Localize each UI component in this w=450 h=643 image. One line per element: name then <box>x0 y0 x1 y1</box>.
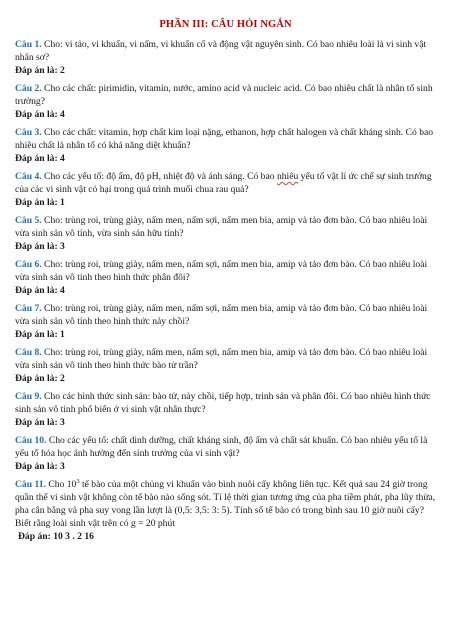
question-5-number: Câu 5. <box>15 215 42 226</box>
question-8-text <box>15 346 436 372</box>
question-5-text <box>15 214 436 240</box>
question-3-body: Cho các chất: vitamin, hợp chất kim loại nặng, ethanon, hợp chất halogen và chất kháng sinh. Có bao nhiêu chất là nhân tố có khả năng diệt khuẩn? <box>15 127 434 151</box>
question-9-text <box>15 390 436 416</box>
question-11-answer <box>15 530 436 543</box>
answer-prefix: Đáp án là: <box>15 153 61 164</box>
question-8-answer-value: 2 <box>60 373 65 384</box>
question-5-answer-value: 3 <box>60 241 65 252</box>
question-6-body: Cho: trùng roi, trùng giày, nấm men, nấm sợi, nấm men bia, amip và tảo đơn bào. Có bao nhiêu loài vừa sinh sản vô tính theo hình thức phân đôi? <box>15 259 428 283</box>
question-3 <box>15 126 436 165</box>
question-9-answer-value: 3 <box>60 417 65 428</box>
question-1-number: Câu 1. <box>15 39 42 50</box>
answer-prefix: Đáp án là: <box>15 197 61 208</box>
question-2-body: Cho các chất: pirimidin, vitamin, nước, amino acid và nucleic acid. Có bao nhiêu chất là nhân tố sinh trưởng? <box>15 83 433 107</box>
question-7-body: Cho: trùng roi, trùng giày, nấm men, nấm sợi, nấm men bia, amip và tảo đơn bào. Có bao nhiêu loài vừa sinh sản vô tính theo hình thức nảy chồi? <box>15 303 428 327</box>
question-9-number: Câu 9. <box>15 391 42 402</box>
question-11-answer-label: Đáp án: <box>18 531 54 542</box>
question-2-text <box>15 82 436 108</box>
question-7-answer-value: 1 <box>60 329 65 340</box>
question-3-answer-value: 4 <box>60 153 65 164</box>
question-10-text <box>15 434 436 460</box>
question-9-answer <box>15 416 436 429</box>
question-3-text <box>15 126 436 152</box>
answer-prefix: Đáp án là: <box>15 417 61 428</box>
question-11-answer-value: 10 3 . 2 16 <box>53 531 94 542</box>
answer-prefix: Đáp án là: <box>15 329 61 340</box>
question-2 <box>15 82 436 121</box>
question-11-body-start: Cho 10 <box>45 479 77 490</box>
exponent: 3 <box>76 477 80 485</box>
section-title: PHẦN III: CÂU HỎI NGẮN <box>159 19 292 30</box>
question-11-body-end: tế bào của một chủng vi khuẩn vào bình nuôi cấy không liên tục. Kết quả sau 24 giờ trong quần thể vi sinh vật không còn tế bào nào sống sót. Tỉ lệ thời gian tương ứng của pha tiềm phát, pha lũy thừa, pha cân bằng và pha suy vong lần lượt là (0,5: 3,5: 3: 5). Tính số tế bào có trong bình sau 10 giờ nuôi cấy? Biết rằng loài sinh vật trên có g = 20 phút <box>15 479 436 529</box>
question-9 <box>15 390 436 429</box>
question-6 <box>15 258 436 297</box>
answer-prefix: Đáp án là: <box>15 241 61 252</box>
question-7-number: Câu 7. <box>15 303 42 314</box>
question-8-number: Câu 8. <box>15 347 42 358</box>
answer-prefix: Đáp án là: <box>15 109 61 120</box>
question-4-answer-value: 1 <box>60 197 65 208</box>
question-8 <box>15 346 436 385</box>
question-10 <box>15 434 436 473</box>
question-6-answer <box>15 284 436 297</box>
question-2-answer <box>15 108 436 121</box>
question-3-answer <box>15 152 436 165</box>
question-3-number: Câu 3. <box>15 127 42 138</box>
question-4-text <box>15 170 436 196</box>
question-11 <box>15 478 436 543</box>
question-4-answer <box>15 196 436 209</box>
question-7-text <box>15 302 436 328</box>
question-10-body: Cho các yếu tố: chất dinh dưỡng, chất kháng sinh, độ ẩm và chất sát khuẩn. Có bao nhiêu yếu tố là yếu tố hóa học ảnh hưởng đến sinh trưởng của vi sinh vật? <box>15 435 428 459</box>
question-5 <box>15 214 436 253</box>
spellcheck-underlined-word: nhiêu <box>276 171 299 182</box>
question-11-text <box>15 478 436 530</box>
question-8-answer <box>15 372 436 385</box>
question-10-number: Câu 10. <box>15 435 47 446</box>
question-2-number: Câu 2. <box>15 83 42 94</box>
question-5-answer <box>15 240 436 253</box>
answer-prefix: Đáp án là: <box>15 461 61 472</box>
question-2-answer-value: 4 <box>60 109 65 120</box>
question-1-text <box>15 38 436 64</box>
question-10-answer-value: 3 <box>60 461 65 472</box>
question-6-answer-value: 4 <box>60 285 65 296</box>
question-5-body: Cho: trùng roi, trùng giày, nấm men, nấm sợi, nấm men bia, amip và tảo đơn bào. Có bao nhiêu loài vừa sinh sản vô tính, vừa sinh sản hữu tính? <box>15 215 428 239</box>
question-6-text <box>15 258 436 284</box>
question-11-number: Câu 11. <box>15 479 46 490</box>
answer-prefix: Đáp án là: <box>15 65 61 76</box>
question-1-answer <box>15 64 436 77</box>
question-8-body: Cho: trùng roi, trùng giày, nấm men, nấm sợi, nấm men bia, amip và tảo đơn bào. Có bao nhiêu loài vừa sinh sản vô tính theo hình thức bào tử trần? <box>15 347 428 371</box>
question-4-body-end: yếu tố vật lí ức chế sự sinh trưởng của các vi sinh vật có hại trong quá trình muối chua rau quả? <box>15 171 432 195</box>
question-4 <box>15 170 436 209</box>
question-1-body: Cho: vi tảo, vi khuẩn, vi nấm, vi khuẩn cổ và động vật nguyên sinh. Có bao nhiêu loài là vi sinh vật nhân sơ? <box>15 39 427 63</box>
question-9-body: Cho các hình thức sinh sản: bào tử, nảy chồi, tiếp hợp, trinh sản và phân đôi. Có bao nhiêu hình thức sinh sản vô tính phổ biến ở vi sinh vật nhân thực? <box>15 391 431 415</box>
question-4-number: Câu 4. <box>15 171 42 182</box>
question-1-answer-value: 2 <box>60 65 65 76</box>
question-6-number: Câu 6. <box>15 259 42 270</box>
question-7 <box>15 302 436 341</box>
answer-prefix: Đáp án là: <box>15 373 61 384</box>
answer-prefix: Đáp án là: <box>15 285 61 296</box>
question-1 <box>15 38 436 77</box>
question-10-answer <box>15 460 436 473</box>
question-7-answer <box>15 328 436 341</box>
question-4-body-start: Cho các yếu tố: độ ẩm, độ pH, nhiệt độ và ánh sáng. Có bao <box>41 171 277 182</box>
